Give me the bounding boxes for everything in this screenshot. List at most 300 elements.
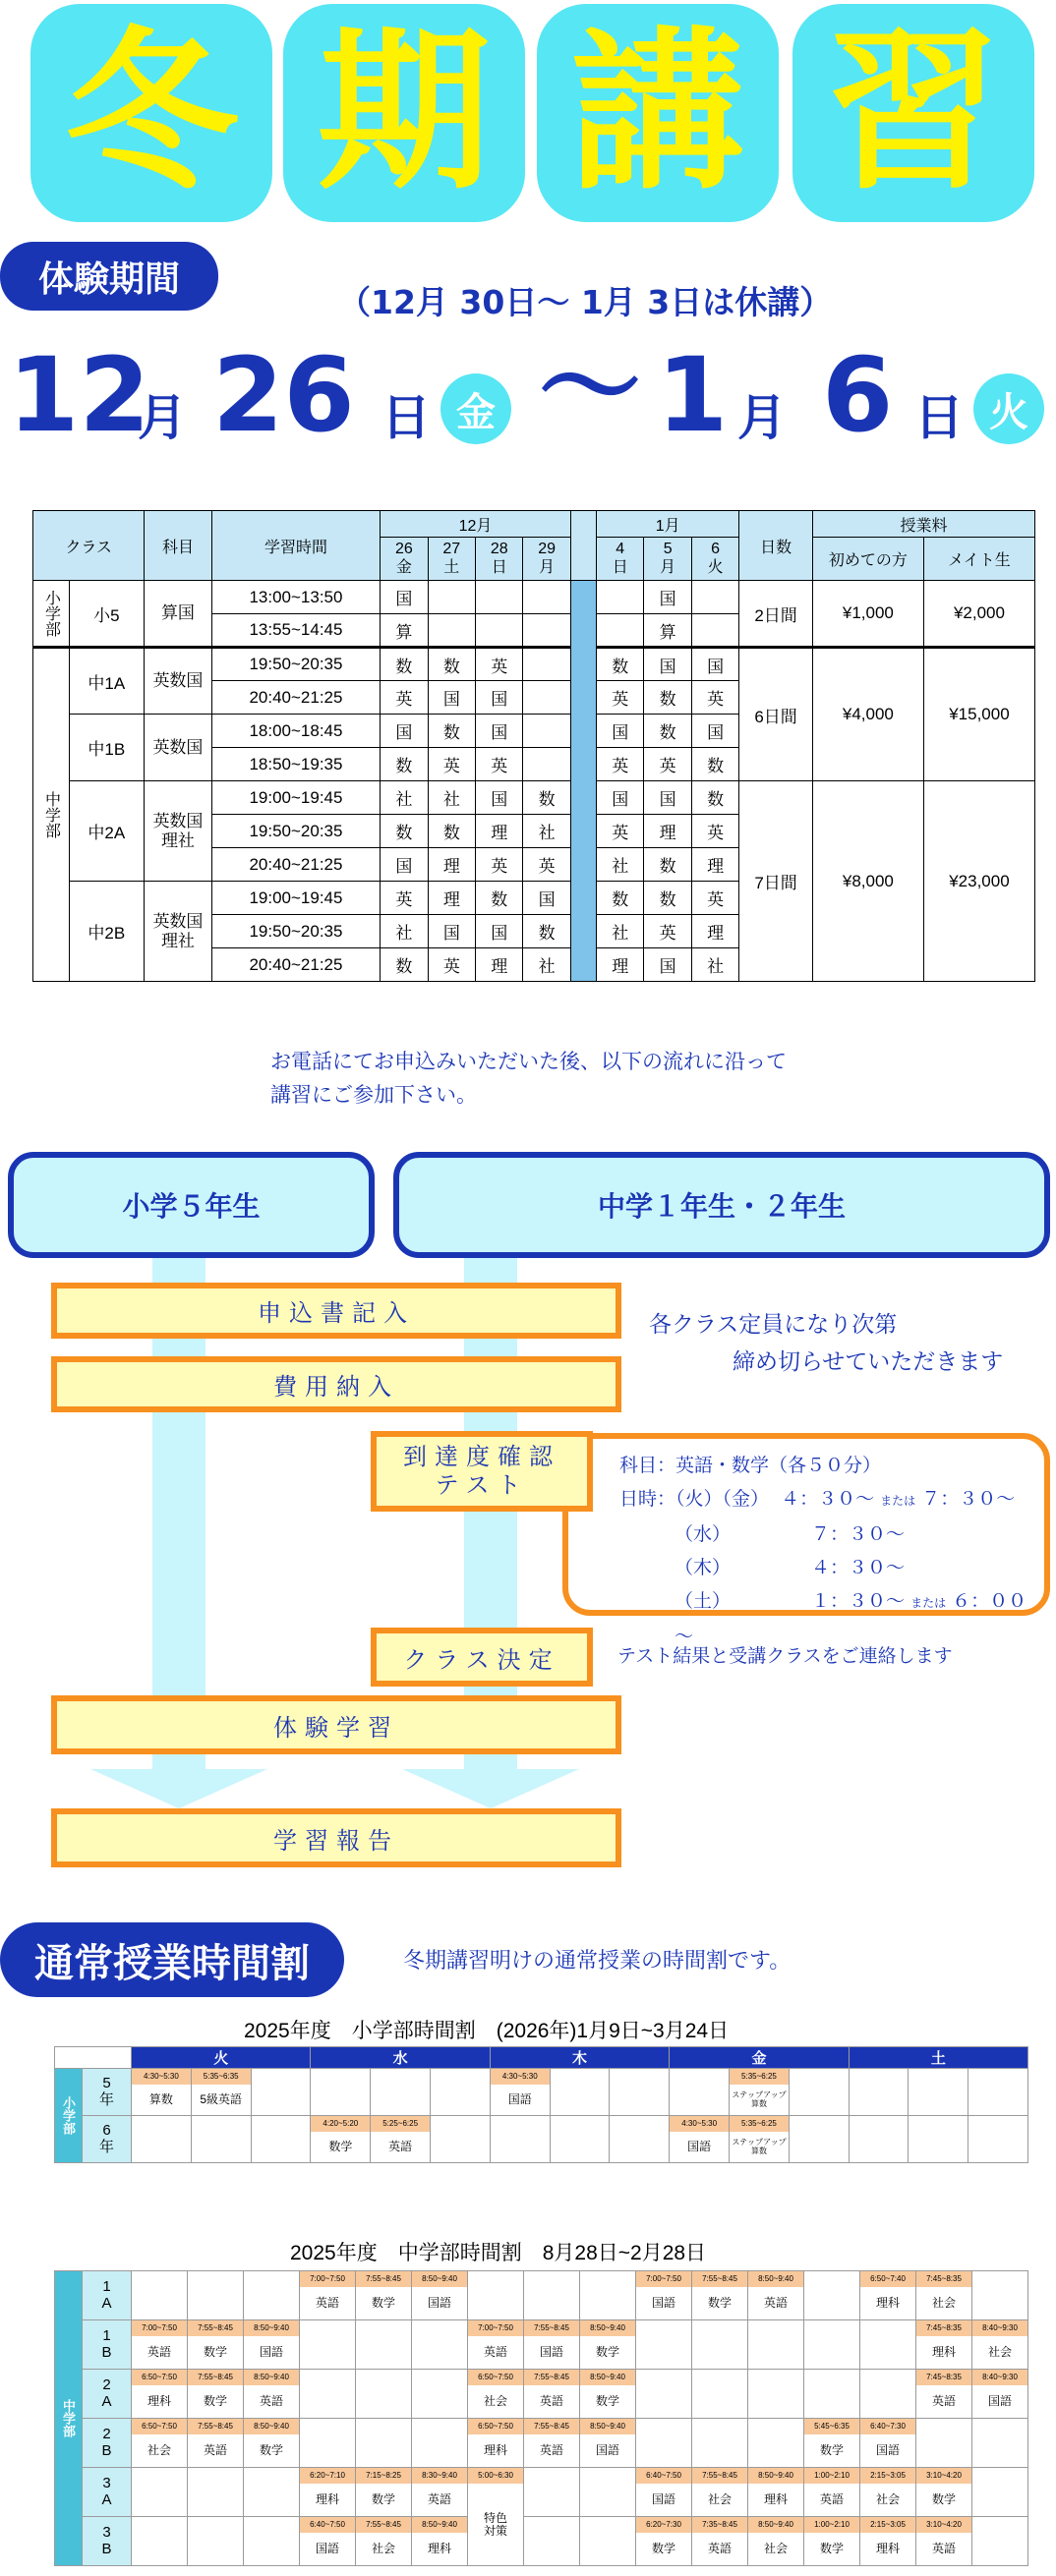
timetable-row: [55, 2468, 1028, 2517]
start-month: 12: [8, 335, 150, 455]
slot-subject: 社会: [763, 2542, 788, 2556]
class-time: 19:00~19:45: [211, 781, 380, 815]
grade-elementary: 小学５年生: [8, 1152, 375, 1258]
class-name: 中1A: [69, 648, 145, 715]
dec-subject-cell: 理: [428, 848, 475, 882]
class-subject: 英数国 理社: [145, 882, 212, 982]
slot-subject: 英語: [388, 2140, 413, 2154]
title-char: 講: [570, 12, 744, 213]
title-tile-3: [537, 4, 779, 222]
empty-slot: [356, 2370, 412, 2419]
timetable-row: [55, 2419, 1028, 2468]
class-slot: [300, 2517, 356, 2566]
grade-label: 5 年: [83, 2069, 132, 2116]
class-slot: [244, 2320, 300, 2370]
empty-slot: [692, 2320, 748, 2370]
slot-subject: 国語: [875, 2443, 900, 2458]
test-line1-or: または: [880, 1494, 916, 1508]
class-slot: [188, 2320, 244, 2370]
slot-subject: 英語: [707, 2542, 732, 2556]
dec-subject-cell: [428, 581, 475, 614]
step-apply: 申込書記入: [51, 1283, 621, 1339]
slot-time: 7:55~8:45: [524, 2370, 579, 2385]
dec-subject-cell: 社: [381, 781, 428, 815]
class-time: 13:55~14:45: [211, 614, 380, 648]
class-slot: [412, 2271, 468, 2320]
slot-time: 5:25~6:25: [371, 2116, 430, 2132]
end-month: 1: [657, 335, 729, 455]
empty-slot: [300, 2419, 356, 2468]
slot-time: 8:40~9:30: [972, 2320, 1027, 2336]
class-slot: [356, 2517, 412, 2566]
empty-slot: [550, 2116, 610, 2163]
test-line4-label: （土）: [675, 1590, 732, 1612]
holiday-gap-column: [570, 581, 596, 982]
jan-subject-cell: 数: [644, 848, 691, 882]
dec-subject-cell: 英: [523, 848, 570, 882]
class-name: 小5: [69, 581, 145, 648]
class-slot: [132, 2069, 192, 2116]
slot-time: 4:30~5:30: [132, 2069, 191, 2085]
fee-new: ¥8,000: [812, 781, 923, 982]
course-days: 7日間: [739, 781, 813, 982]
slot-subject: 国語: [987, 2394, 1012, 2409]
empty-slot: [804, 2370, 860, 2419]
capacity-note-1: 各クラス定員になり次第: [649, 1312, 898, 1338]
jan-subject-cell: [691, 581, 738, 614]
slot-subject: 英語: [931, 2394, 956, 2409]
slot-subject: 国語: [259, 2345, 283, 2360]
dec-subject-cell: 数: [381, 815, 428, 848]
slot-subject: 社会: [987, 2345, 1012, 2360]
class-slot: [468, 2468, 524, 2566]
jan-subject-cell: 英: [644, 915, 691, 948]
jan-subject-cell: 算: [644, 614, 691, 648]
class-time: 19:00~19:45: [211, 882, 380, 915]
jan-subject-cell: 英: [597, 815, 644, 848]
empty-slot: [610, 2116, 670, 2163]
class-slot: [748, 2517, 804, 2566]
class-slot: [132, 2370, 188, 2419]
slot-subject: 数学: [203, 2345, 227, 2360]
trial-period-label: 体験期間: [0, 242, 218, 311]
date-tilde: ～: [539, 327, 642, 447]
dec-subject-cell: 国: [476, 915, 523, 948]
jan-subject-cell: 理: [691, 848, 738, 882]
slot-subject: ステップアップ 算数: [732, 2090, 787, 2108]
class-slot: [580, 2419, 636, 2468]
slot-time: 8:50~9:40: [244, 2370, 299, 2385]
jan-subject-cell: 国: [644, 648, 691, 681]
class-slot: [804, 2468, 860, 2517]
empty-slot: [311, 2069, 371, 2116]
grade-junior: 中学１年生・２年生: [393, 1152, 1050, 1258]
grade-label: 1 B: [83, 2320, 132, 2370]
start-day: 26: [212, 335, 355, 455]
day-header: 金: [670, 2047, 849, 2069]
empty-slot: [909, 2116, 968, 2163]
class-slot: [300, 2271, 356, 2320]
empty-slot: [251, 2116, 311, 2163]
empty-slot: [636, 2419, 692, 2468]
dec-subject-cell: 国: [476, 715, 523, 748]
slot-subject: 特色 対策: [483, 2510, 507, 2538]
empty-slot: [972, 2468, 1028, 2517]
empty-slot: [300, 2370, 356, 2419]
class-slot: [670, 2116, 730, 2163]
schedule-row: [33, 781, 1035, 815]
slot-time: 7:55~8:45: [524, 2419, 579, 2434]
dec-subject-cell: 理: [428, 882, 475, 915]
slot-time: 7:45~8:35: [916, 2370, 971, 2385]
class-time: 18:00~18:45: [211, 715, 380, 748]
test-line2: [619, 1517, 1044, 1551]
class-slot: [412, 2517, 468, 2566]
slot-subject: 理科: [483, 2443, 507, 2458]
test-line3: [619, 1551, 1044, 1584]
empty-slot: [748, 2320, 804, 2370]
slot-time: 6:50~7:50: [468, 2419, 523, 2434]
slot-subject: 数学: [259, 2443, 283, 2458]
dec-subject-cell: 国: [381, 581, 428, 614]
dec-subject-cell: 英: [428, 948, 475, 982]
timetable-side-label: 小学部: [55, 2069, 83, 2163]
slot-subject: 数学: [371, 2492, 395, 2507]
empty-slot: [524, 2468, 580, 2517]
class-slot: [300, 2468, 356, 2517]
empty-slot: [789, 2069, 849, 2116]
slot-subject: 英語: [483, 2345, 507, 2360]
course-days: 2日間: [739, 581, 813, 648]
jan-subject-cell: 社: [691, 948, 738, 982]
grade-label: 2 A: [83, 2370, 132, 2419]
dec-subject-cell: [523, 581, 570, 614]
dec-subject-cell: 理: [476, 948, 523, 982]
jan-subject-cell: 数: [691, 748, 738, 781]
slot-subject: 理科: [315, 2492, 339, 2507]
class-slot: [692, 2468, 748, 2517]
slot-time: 7:55~8:45: [356, 2517, 411, 2533]
header-fee-new: 初めての方: [812, 538, 923, 581]
class-slot: [244, 2370, 300, 2419]
header-gap: [570, 511, 596, 581]
flow-intro: [270, 1046, 787, 1112]
slot-time: 6:20~7:30: [636, 2517, 691, 2533]
jan-subject-cell: 国: [644, 581, 691, 614]
slot-time: 7:55~8:45: [356, 2271, 411, 2287]
empty-slot: [968, 2116, 1028, 2163]
slot-time: 8:50~9:40: [244, 2320, 299, 2336]
jan-subject-cell: 理: [691, 915, 738, 948]
dec-subject-cell: 英: [476, 748, 523, 781]
dec-subject-cell: 数: [523, 781, 570, 815]
jan-subject-cell: 英: [691, 681, 738, 715]
slot-subject: 理科: [875, 2542, 900, 2556]
slot-subject: 数学: [203, 2394, 227, 2409]
jan-subject-cell: 英: [597, 748, 644, 781]
step-test-line2: テスト: [435, 1471, 529, 1499]
dec-subject-cell: [523, 715, 570, 748]
slot-subject: 理科: [875, 2296, 900, 2311]
class-slot: [371, 2116, 431, 2163]
empty-slot: [251, 2069, 311, 2116]
jan-subject-cell: 理: [644, 815, 691, 848]
class-slot: [730, 2069, 790, 2116]
class-time: 20:40~21:25: [211, 848, 380, 882]
empty-slot: [580, 2517, 636, 2566]
empty-slot: [849, 2116, 909, 2163]
step-class-decision: クラス決定: [371, 1628, 593, 1687]
empty-slot: [356, 2419, 412, 2468]
empty-slot: [748, 2419, 804, 2468]
slot-subject: 社会: [371, 2542, 395, 2556]
class-time: 19:50~20:35: [211, 815, 380, 848]
empty-slot: [968, 2069, 1028, 2116]
title-char: 冬: [64, 12, 238, 213]
day-header: 火: [132, 2047, 311, 2069]
flow-intro-line2: 講習にご参加下さい。: [270, 1082, 477, 1107]
class-name: 中1B: [69, 715, 145, 781]
test-line3-time: ４：３０～: [811, 1557, 906, 1578]
jan-day-6: 6 火: [691, 538, 738, 581]
dec-subject-cell: 数: [381, 648, 428, 681]
class-slot: [860, 2517, 916, 2566]
trial-dates: [8, 327, 1050, 462]
empty-slot: [412, 2419, 468, 2468]
holiday-note: （12月 30日～ 1月 3日は休講）: [338, 283, 833, 321]
class-slot: [524, 2419, 580, 2468]
dec-subject-cell: 数: [523, 915, 570, 948]
jan-subject-cell: [597, 581, 644, 614]
jan-subject-cell: 国: [597, 781, 644, 815]
start-month-unit: 月: [138, 389, 187, 446]
title-char: 期: [317, 12, 491, 213]
slot-subject: 社会: [707, 2492, 732, 2507]
slot-time: 2:15~3:05: [860, 2517, 915, 2533]
class-slot: [636, 2271, 692, 2320]
slot-subject: 英語: [931, 2542, 956, 2556]
jan-subject-cell: [597, 614, 644, 648]
class-slot: [311, 2116, 371, 2163]
fee-member: ¥23,000: [923, 781, 1034, 982]
jan-subject-cell: 国: [691, 715, 738, 748]
slot-time: 6:50~7:40: [860, 2271, 915, 2287]
day-header: 水: [311, 2047, 490, 2069]
slot-subject: 国語: [315, 2542, 339, 2556]
slot-time: 1:00~2:10: [804, 2468, 859, 2484]
dec-subject-cell: [476, 614, 523, 648]
step-test-line1: 到達度確認: [403, 1443, 560, 1471]
empty-slot: [431, 2069, 491, 2116]
empty-slot: [132, 2116, 192, 2163]
slot-time: 5:35~6:35: [192, 2069, 251, 2085]
class-slot: [860, 2468, 916, 2517]
class-slot: [636, 2517, 692, 2566]
jan-subject-cell: 国: [597, 715, 644, 748]
slot-subject: 数学: [595, 2394, 619, 2409]
class-slot: [356, 2468, 412, 2517]
class-slot: [191, 2069, 251, 2116]
class-slot: [692, 2271, 748, 2320]
class-slot: [860, 2271, 916, 2320]
slot-time: 7:00~7:50: [132, 2320, 187, 2336]
class-slot: [244, 2419, 300, 2468]
empty-slot: [132, 2468, 188, 2517]
dec-subject-cell: 英: [476, 848, 523, 882]
empty-slot: [670, 2069, 730, 2116]
empty-slot: [804, 2271, 860, 2320]
empty-slot: [860, 2370, 916, 2419]
dec-subject-cell: 国: [476, 681, 523, 715]
empty-slot: [916, 2419, 972, 2468]
fee-new: ¥4,000: [812, 648, 923, 781]
slot-subject: 国語: [651, 2492, 675, 2507]
empty-slot: [636, 2320, 692, 2370]
dec-subject-cell: 社: [523, 815, 570, 848]
timetable-row: [55, 2517, 1028, 2566]
class-time: 20:40~21:25: [211, 948, 380, 982]
slot-subject: 国語: [507, 2092, 532, 2107]
slot-subject: 数学: [931, 2492, 956, 2507]
timetable-row: [55, 2069, 1028, 2116]
slot-time: 6:20~7:10: [300, 2468, 355, 2484]
empty-slot: [580, 2468, 636, 2517]
empty-slot: [412, 2320, 468, 2370]
slot-subject: 国語: [427, 2296, 451, 2311]
empty-slot: [356, 2320, 412, 2370]
dec-subject-cell: 数: [381, 748, 428, 781]
header-time: 学習時間: [211, 511, 380, 581]
slot-subject: 英語: [819, 2492, 844, 2507]
slot-subject: 英語: [539, 2443, 563, 2458]
slot-time: 7:55~8:45: [692, 2271, 747, 2287]
slot-subject: 国語: [539, 2345, 563, 2360]
empty-slot: [412, 2370, 468, 2419]
empty-slot: [860, 2320, 916, 2370]
header-january: 1月: [597, 511, 739, 538]
jan-subject-cell: 社: [597, 848, 644, 882]
class-time: 18:50~19:35: [211, 748, 380, 781]
slot-subject: 数学: [595, 2345, 619, 2360]
dec-subject-cell: 国: [428, 681, 475, 715]
class-slot: [972, 2370, 1028, 2419]
grade-label: 3 A: [83, 2468, 132, 2517]
slot-time: 8:50~9:40: [748, 2468, 803, 2484]
slot-time: 6:40~7:50: [300, 2517, 355, 2533]
empty-slot: [636, 2370, 692, 2419]
grade-label: 1 A: [83, 2271, 132, 2320]
slot-time: 4:30~5:30: [670, 2116, 729, 2132]
regular-classes-note: 冬期講習明けの通常授業の時間割です。: [403, 1949, 792, 1974]
slot-time: 7:00~7:50: [636, 2271, 691, 2287]
class-slot: [132, 2320, 188, 2370]
class-slot: [916, 2320, 972, 2370]
slot-time: 8:50~9:40: [412, 2517, 467, 2533]
dec-subject-cell: 国: [428, 915, 475, 948]
class-slot: [804, 2419, 860, 2468]
slot-time: 7:35~8:45: [692, 2517, 747, 2533]
slot-subject: 数学: [651, 2542, 675, 2556]
class-slot: [860, 2419, 916, 2468]
slot-subject: 国語: [651, 2296, 675, 2311]
jan-subject-cell: 英: [597, 681, 644, 715]
class-time: 19:50~20:35: [211, 915, 380, 948]
timetable-row: [55, 2370, 1028, 2419]
empty-slot: [244, 2271, 300, 2320]
slot-subject: 社会: [147, 2443, 171, 2458]
class-slot: [188, 2370, 244, 2419]
elementary-division-label: 小学部: [33, 581, 70, 648]
slot-subject: 英語: [763, 2296, 788, 2311]
empty-slot: [804, 2320, 860, 2370]
jan-subject-cell: 数: [597, 882, 644, 915]
class-slot: [132, 2419, 188, 2468]
slot-time: 2:15~3:05: [860, 2468, 915, 2484]
slot-subject: 社会: [931, 2296, 956, 2311]
jan-subject-cell: 数: [597, 648, 644, 681]
slot-time: 3:10~4:20: [916, 2517, 971, 2533]
slot-subject: 英語: [315, 2296, 339, 2311]
slot-subject: 数学: [819, 2542, 844, 2556]
slot-time: 6:40~7:30: [860, 2419, 915, 2434]
title-char: 習: [826, 12, 1000, 213]
end-day-unit: 日: [914, 389, 964, 446]
header-fee: 授業料: [812, 511, 1034, 538]
slot-time: 1:00~2:10: [804, 2517, 859, 2533]
start-weekday-badge: 金: [440, 373, 511, 444]
class-slot: [972, 2320, 1028, 2370]
slot-subject: 社会: [483, 2394, 507, 2409]
capacity-note-2: 締め切らせていただきます: [733, 1349, 1004, 1375]
dec-subject-cell: [523, 648, 570, 681]
flow-arrow-right: [402, 1769, 579, 1808]
slot-time: 5:35~6:25: [730, 2116, 789, 2132]
elementary-timetable-title: 2025年度 小学部時間割 (2026年)1月9日~3月24日: [244, 2020, 730, 2042]
dec-subject-cell: 算: [381, 614, 428, 648]
empty-slot: [909, 2069, 968, 2116]
class-slot: [468, 2419, 524, 2468]
dec-subject-cell: 国: [476, 781, 523, 815]
jan-subject-cell: 数: [644, 681, 691, 715]
slot-time: 6:50~7:50: [132, 2419, 187, 2434]
class-slot: [916, 2468, 972, 2517]
test-line4-time2: ６：００～: [675, 1590, 1027, 1647]
empty-slot: [371, 2069, 431, 2116]
jan-subject-cell: 数: [644, 882, 691, 915]
dec-subject-cell: 数: [428, 648, 475, 681]
step-report: 学習報告: [51, 1808, 621, 1867]
class-slot: [804, 2517, 860, 2566]
slot-time: 6:50~7:50: [132, 2370, 187, 2385]
slot-subject: 理科: [427, 2542, 451, 2556]
jan-subject-cell: 国: [644, 948, 691, 982]
dec-subject-cell: 社: [428, 781, 475, 815]
slot-time: 7:15~8:25: [356, 2468, 411, 2484]
jan-subject-cell: [691, 614, 738, 648]
jan-subject-cell: 英: [644, 748, 691, 781]
test-line1: [619, 1482, 1044, 1517]
test-line3-label: （木）: [675, 1557, 732, 1578]
empty-slot: [191, 2116, 251, 2163]
jan-day-5: 5 月: [644, 538, 691, 581]
empty-slot: [244, 2468, 300, 2517]
class-slot: [524, 2370, 580, 2419]
flow-intro-line1: お電話にてお申込みいただいた後、以下の流れに沿って: [270, 1050, 787, 1073]
slot-time: 8:50~9:40: [244, 2419, 299, 2434]
slot-time: 4:20~5:20: [311, 2116, 370, 2132]
class-slot: [916, 2271, 972, 2320]
start-day-unit: 日: [381, 389, 431, 446]
